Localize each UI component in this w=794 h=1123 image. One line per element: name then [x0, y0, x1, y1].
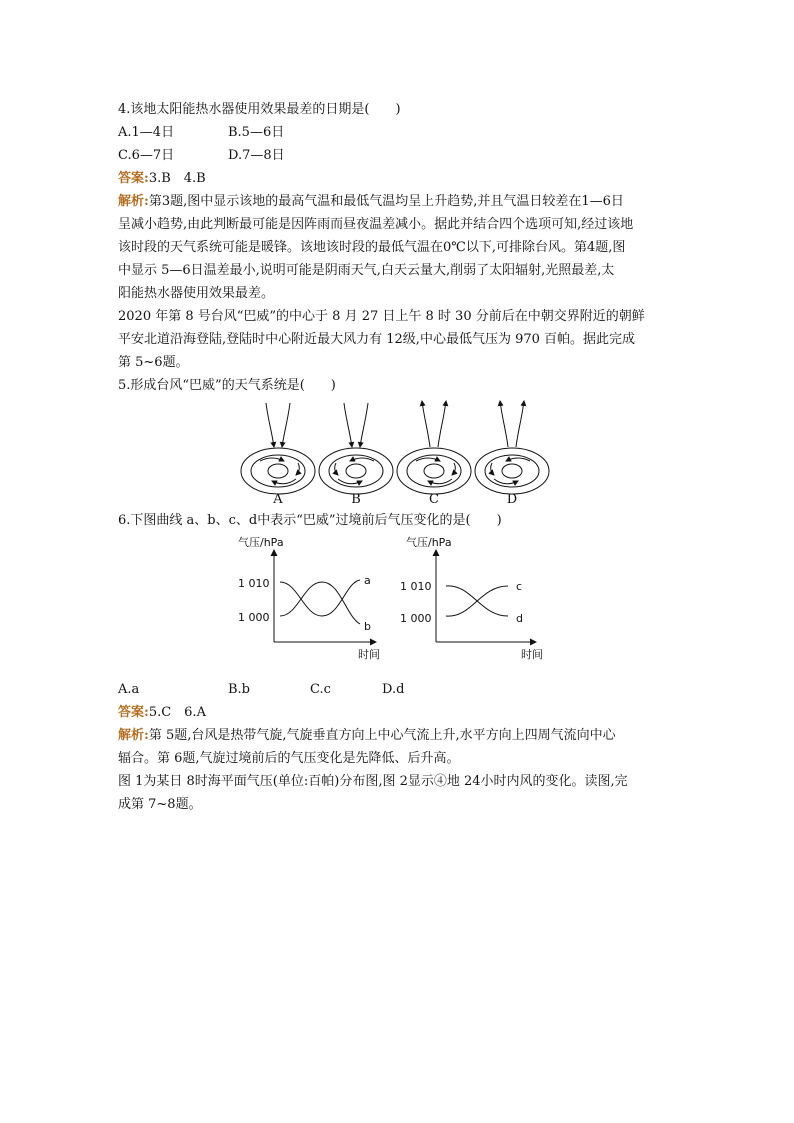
- explanation-label: 解析:: [118, 728, 149, 743]
- q4-options-row-2: [118, 144, 688, 167]
- curve-d-label: d: [516, 612, 523, 625]
- diagram-c-icon: [397, 401, 471, 494]
- explanation-1-line-1: [118, 190, 688, 213]
- pressure-graphs: [236, 532, 676, 672]
- intro-2-line-3: 第 5~6题。: [118, 355, 189, 370]
- q4-option-b: B.5—6日: [228, 125, 285, 140]
- q4-stem: 4.该地太阳能热水器使用效果最差的日期是( ): [118, 102, 401, 117]
- q4-option-a: A.1—4日: [118, 125, 175, 140]
- q4-options-row-1: [118, 121, 688, 144]
- diagram-a-icon: [241, 403, 315, 494]
- q4-option-c: C.6—7日: [118, 148, 175, 163]
- explanation-1-line-4: 中显示 5—6日温差最小,说明可能是阴雨天气,白天云量大,削弱了太阳辐射,光照最差,太: [118, 263, 615, 278]
- q5-stem: 5.形成台风“巴威”的天气系统是( ): [118, 378, 336, 393]
- left-graph-tick-1010: 1 010: [238, 577, 270, 590]
- diagram-b-label: B: [351, 492, 361, 505]
- answer-1: [118, 167, 688, 190]
- diagram-a-label: A: [273, 492, 283, 505]
- explanation-text: 第 5题,台风是热带气旋,气旋垂直方向上中心气流上升,水平方向上四周气流向中心: [148, 728, 616, 743]
- explanation-label: 解析:: [118, 194, 149, 209]
- intro-3-line-2: 成第 7~8题。: [118, 797, 202, 812]
- q6-options: [118, 678, 688, 701]
- q4-option-d: D.7—8日: [228, 148, 285, 163]
- explanation-1-line-3: 该时段的天气系统可能是暖锋。该地该时段的最低气温在0℃以下,可排除台风。第4题,图: [118, 240, 626, 255]
- q6-option-a: A.a: [118, 682, 140, 697]
- explanation-text: 第3题,图中显示该地的最高气温和最低气温均呈上升趋势,并且气温日较差在1—6日: [148, 194, 624, 209]
- curve-b-label: b: [364, 620, 371, 633]
- diagram-b-icon: [319, 403, 393, 494]
- intro-2-line-1: 2020 年第 8 号台风“巴威”的中心于 8 月 27 日上午 8 时 30 分前后在中朝交界附近的朝鲜: [118, 309, 645, 324]
- answer-label: 答案:: [118, 171, 149, 186]
- right-graph-tick-1010: 1 010: [400, 580, 432, 593]
- explanation-1-line-2: 呈减小趋势,由此判断最可能是因阵雨而昼夜温差减小。据此并结合四个选项可知,经过该地: [118, 217, 634, 232]
- curve-c: [446, 586, 508, 616]
- q6-option-b: B.b: [228, 682, 251, 697]
- right-graph-tick-1000: 1 000: [400, 612, 432, 625]
- q6-option-c: C.c: [310, 682, 331, 697]
- curve-a-label: a: [364, 574, 371, 587]
- q6-stem: 6.下图曲线 a、b、c、d中表示“巴威”过境前后气压变化的是( ): [118, 513, 502, 528]
- diagram-c-label: C: [429, 492, 439, 505]
- answer-text: 5.C 6.A: [148, 705, 206, 720]
- explanation-1-line-5: 阳能热水器使用效果最差。: [118, 286, 275, 301]
- diagram-d-icon: [475, 401, 549, 494]
- right-graph-ylabel: 气压/hPa: [406, 536, 452, 549]
- document-page: [118, 98, 688, 816]
- answer-2: [118, 701, 688, 724]
- q6-option-d: D.d: [382, 682, 405, 697]
- intro-2-line-2: 平安北道沿海登陆,登陆时中心附近最大风力有 12级,中心最低气压为 970 百帕。据此完成: [118, 332, 636, 347]
- diagram-d-label: D: [506, 492, 518, 505]
- left-graph-xlabel: 时间: [358, 648, 380, 661]
- explanation-2-line-1: [118, 724, 688, 747]
- explanation-2-line-2: 辐合。第 6题,气旋过境前后的气压变化是先降低、后升高。: [118, 751, 460, 766]
- intro-3-line-1: 图 1为某日 8时海平面气压(单位:百帕)分布图,图 2显示④地 24小时内风的变化。读图,完: [118, 774, 628, 789]
- answer-label: 答案:: [118, 705, 149, 720]
- right-graph-xlabel: 时间: [521, 648, 543, 661]
- curve-c-label: c: [516, 580, 523, 593]
- weather-system-diagrams: [238, 397, 558, 505]
- left-graph-tick-1000: 1 000: [238, 611, 270, 624]
- answer-text: 3.B 4.B: [148, 171, 206, 186]
- left-graph-ylabel: 气压/hPa: [238, 536, 284, 549]
